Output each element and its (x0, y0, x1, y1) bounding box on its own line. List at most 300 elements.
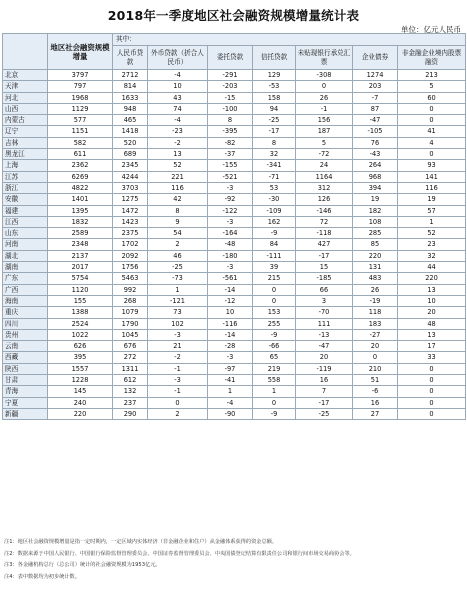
value-cell: -2 (148, 352, 208, 363)
total-value-cell: 1832 (48, 216, 113, 227)
value-cell: -203 (208, 81, 253, 92)
value-cell: 1 (148, 284, 208, 295)
value-cell: 948 (113, 103, 148, 114)
region-cell: 山西 (3, 103, 48, 114)
value-cell: -82 (208, 137, 253, 148)
total-value-cell: 4822 (48, 182, 113, 193)
value-cell: 0 (353, 352, 398, 363)
value-cell: 203 (353, 81, 398, 92)
value-cell: 268 (113, 295, 148, 306)
value-cell: -17 (253, 126, 296, 137)
table-row (3, 250, 466, 261)
value-cell: 676 (113, 341, 148, 352)
value-cell: 237 (113, 397, 148, 408)
table-row (3, 160, 466, 171)
value-cell: 3703 (113, 182, 148, 193)
value-cell: 20 (353, 341, 398, 352)
value-cell: -9 (253, 408, 296, 419)
value-cell: 131 (353, 262, 398, 273)
value-cell: -180 (208, 250, 253, 261)
value-cell: 141 (398, 171, 466, 182)
value-cell: -111 (253, 250, 296, 261)
table-row (3, 352, 466, 363)
region-cell: 广西 (3, 284, 48, 295)
region-header (3, 34, 48, 70)
total-value-cell: 220 (48, 408, 113, 419)
total-value-cell: 1228 (48, 375, 113, 386)
total-value-cell: 797 (48, 81, 113, 92)
value-cell: 213 (398, 70, 466, 81)
value-cell: -43 (353, 149, 398, 160)
value-cell: 4244 (113, 171, 148, 182)
total-value-cell: 626 (48, 341, 113, 352)
value-cell: 2345 (113, 160, 148, 171)
value-cell: -37 (208, 149, 253, 160)
value-cell: -3 (208, 352, 253, 363)
table-row (3, 408, 466, 419)
value-cell: 210 (353, 363, 398, 374)
value-cell: -47 (353, 115, 398, 126)
value-cell: 111 (296, 318, 353, 329)
unit-label: 单位：亿元人民币 (401, 25, 461, 34)
value-cell: 219 (253, 363, 296, 374)
value-cell: 10 (148, 81, 208, 92)
value-cell: 221 (148, 171, 208, 182)
value-cell: 483 (353, 273, 398, 284)
column-header: 未贴现银行承兑汇票 (296, 46, 353, 70)
value-cell: 183 (353, 318, 398, 329)
total-value-cell: 240 (48, 397, 113, 408)
value-cell: 9 (148, 216, 208, 227)
value-cell: -14 (208, 329, 253, 340)
total-value-cell: 1022 (48, 329, 113, 340)
region-cell: 黑龙江 (3, 149, 48, 160)
region-cell: 海南 (3, 295, 48, 306)
value-cell: 51 (353, 375, 398, 386)
value-cell: -119 (296, 363, 353, 374)
table-row (3, 103, 466, 114)
region-cell: 吉林 (3, 137, 48, 148)
value-cell: 108 (353, 216, 398, 227)
value-cell: 272 (113, 352, 148, 363)
value-cell: -122 (208, 205, 253, 216)
table-row (3, 375, 466, 386)
value-cell: 53 (253, 182, 296, 193)
value-cell: 65 (253, 352, 296, 363)
region-cell: 江西 (3, 216, 48, 227)
value-cell: 54 (148, 228, 208, 239)
total-value-cell: 2589 (48, 228, 113, 239)
total-value-cell: 3797 (48, 70, 113, 81)
value-cell: 2 (148, 408, 208, 419)
value-cell: -70 (296, 307, 353, 318)
value-cell: 187 (296, 126, 353, 137)
value-cell: 0 (398, 386, 466, 397)
column-header: 企业债券 (353, 46, 398, 70)
value-cell: 312 (296, 182, 353, 193)
value-cell: 19 (398, 194, 466, 205)
value-cell: 5 (296, 137, 353, 148)
value-cell: -66 (253, 341, 296, 352)
value-cell: 20 (398, 307, 466, 318)
value-cell: -341 (253, 160, 296, 171)
value-cell: -2 (148, 137, 208, 148)
value-cell: 16 (353, 397, 398, 408)
value-cell: 1423 (113, 216, 148, 227)
value-cell: 20 (296, 352, 353, 363)
value-cell: -4 (148, 70, 208, 81)
value-cell: -1 (296, 103, 353, 114)
value-cell: 1 (398, 216, 466, 227)
value-cell: 285 (353, 228, 398, 239)
value-cell: 3 (296, 295, 353, 306)
region-cell: 上海 (3, 160, 48, 171)
footnote: 注3：各金融机构总行（总公司）统计的社会融资规模为1953亿元。 (4, 562, 161, 569)
region-cell: 陕西 (3, 363, 48, 374)
value-cell: 2375 (113, 228, 148, 239)
value-cell: -27 (353, 329, 398, 340)
value-cell: 19 (353, 194, 398, 205)
value-cell: -3 (148, 329, 208, 340)
value-cell: -12 (208, 295, 253, 306)
value-cell: 1311 (113, 363, 148, 374)
region-cell: 贵州 (3, 329, 48, 340)
table-row (3, 273, 466, 284)
table-row (3, 386, 466, 397)
value-cell: 87 (353, 103, 398, 114)
region-cell: 辽宁 (3, 126, 48, 137)
value-cell: 10 (208, 307, 253, 318)
region-cell: 河南 (3, 239, 48, 250)
value-cell: 1472 (113, 205, 148, 216)
value-cell: 612 (113, 375, 148, 386)
region-cell: 青海 (3, 386, 48, 397)
region-cell: 新疆 (3, 408, 48, 419)
table-row (3, 149, 466, 160)
value-cell: 17 (398, 341, 466, 352)
region-cell: 西藏 (3, 352, 48, 363)
value-cell: 162 (253, 216, 296, 227)
value-cell: 8 (148, 205, 208, 216)
table-row (3, 318, 466, 329)
value-cell: -105 (353, 126, 398, 137)
value-cell: 689 (113, 149, 148, 160)
value-cell: 132 (113, 386, 148, 397)
value-cell: -9 (253, 329, 296, 340)
value-cell: -7 (353, 92, 398, 103)
total-value-cell: 2362 (48, 160, 113, 171)
value-cell: 32 (253, 149, 296, 160)
value-cell: -53 (253, 81, 296, 92)
value-cell: 42 (148, 194, 208, 205)
total-value-cell: 582 (48, 137, 113, 148)
value-cell: -521 (208, 171, 253, 182)
table-row (3, 397, 466, 408)
value-cell: -4 (208, 397, 253, 408)
region-cell: 江苏 (3, 171, 48, 182)
value-cell: 520 (113, 137, 148, 148)
page-title: 2018年一季度地区社会融资规模增量统计表 (107, 8, 360, 23)
value-cell: -41 (208, 375, 253, 386)
total-value-cell: 1395 (48, 205, 113, 216)
value-cell: 94 (253, 103, 296, 114)
value-cell: 5 (398, 81, 466, 92)
value-cell: 116 (148, 182, 208, 193)
value-cell: 156 (296, 115, 353, 126)
table-row (3, 182, 466, 193)
value-cell: -1 (148, 386, 208, 397)
value-cell: -3 (208, 262, 253, 273)
value-cell: 220 (398, 273, 466, 284)
value-cell: -308 (296, 70, 353, 81)
value-cell: -395 (208, 126, 253, 137)
total-value-cell: 2017 (48, 262, 113, 273)
value-cell: 558 (253, 375, 296, 386)
table-row (3, 228, 466, 239)
value-cell: -4 (148, 115, 208, 126)
table-row (3, 126, 466, 137)
total-value-cell: 2348 (48, 239, 113, 250)
total-value-cell: 1120 (48, 284, 113, 295)
value-cell: 0 (398, 375, 466, 386)
value-cell: 290 (113, 408, 148, 419)
region-cell: 河北 (3, 92, 48, 103)
total-value-cell: 155 (48, 295, 113, 306)
region-cell: 北京 (3, 70, 48, 81)
table-row (3, 239, 466, 250)
value-cell: 33 (398, 352, 466, 363)
value-cell: 66 (296, 284, 353, 295)
value-cell: -1 (148, 363, 208, 374)
value-cell: 427 (296, 239, 353, 250)
total-value-cell: 577 (48, 115, 113, 126)
total-value-cell: 1401 (48, 194, 113, 205)
total-value-cell: 1557 (48, 363, 113, 374)
region-cell: 安徽 (3, 194, 48, 205)
region-cell: 广东 (3, 273, 48, 284)
value-cell: -561 (208, 273, 253, 284)
value-cell: -14 (208, 284, 253, 295)
value-cell: -73 (148, 273, 208, 284)
value-cell: 26 (296, 92, 353, 103)
value-cell: 465 (113, 115, 148, 126)
table-row (3, 216, 466, 227)
column-header: 外币贷款（折合人民币） (148, 46, 208, 70)
value-cell: 43 (148, 92, 208, 103)
value-cell: 4 (398, 137, 466, 148)
value-cell: 264 (353, 160, 398, 171)
value-cell: -109 (253, 205, 296, 216)
total-value-cell: 145 (48, 386, 113, 397)
value-cell: 32 (398, 250, 466, 261)
value-cell: 85 (353, 239, 398, 250)
total-header: 地区社会融资规模增量 (48, 34, 113, 70)
value-cell: -25 (296, 408, 353, 419)
table-row (3, 329, 466, 340)
table-row (3, 284, 466, 295)
value-cell: 24 (296, 160, 353, 171)
value-cell: 44 (398, 262, 466, 273)
value-cell: 118 (353, 307, 398, 318)
region-cell: 天津 (3, 81, 48, 92)
value-cell: 153 (253, 307, 296, 318)
value-cell: 2 (148, 239, 208, 250)
table-row (3, 363, 466, 374)
total-value-cell: 2524 (48, 318, 113, 329)
value-cell: 0 (253, 295, 296, 306)
value-cell: -71 (253, 171, 296, 182)
value-cell: 57 (398, 205, 466, 216)
value-cell: 0 (253, 284, 296, 295)
value-cell: 158 (253, 92, 296, 103)
value-cell: 102 (148, 318, 208, 329)
value-cell: -48 (208, 239, 253, 250)
total-value-cell: 1151 (48, 126, 113, 137)
value-cell: 0 (296, 81, 353, 92)
value-cell: 0 (398, 103, 466, 114)
value-cell: -116 (208, 318, 253, 329)
column-header: 信托贷款 (253, 46, 296, 70)
value-cell: 129 (253, 70, 296, 81)
value-cell: -97 (208, 363, 253, 374)
value-cell: 1045 (113, 329, 148, 340)
value-cell: 1756 (113, 262, 148, 273)
total-value-cell: 1968 (48, 92, 113, 103)
value-cell: 116 (398, 182, 466, 193)
region-cell: 福建 (3, 205, 48, 216)
value-cell: 992 (113, 284, 148, 295)
value-cell: -28 (208, 341, 253, 352)
value-cell: -9 (253, 228, 296, 239)
value-cell: 46 (148, 250, 208, 261)
table-row (3, 262, 466, 273)
value-cell: 8 (253, 137, 296, 148)
value-cell: 52 (398, 228, 466, 239)
value-cell: 23 (398, 239, 466, 250)
value-cell: -185 (296, 273, 353, 284)
value-cell: -155 (208, 160, 253, 171)
value-cell: 73 (148, 307, 208, 318)
value-cell: 182 (353, 205, 398, 216)
value-cell: -3 (148, 375, 208, 386)
value-cell: -17 (296, 250, 353, 261)
value-cell: -3 (208, 216, 253, 227)
region-cell: 内蒙古 (3, 115, 48, 126)
value-cell: 968 (353, 171, 398, 182)
region-cell: 重庆 (3, 307, 48, 318)
value-cell: 0 (253, 397, 296, 408)
value-cell: 26 (353, 284, 398, 295)
value-cell: 27 (353, 408, 398, 419)
value-cell: -100 (208, 103, 253, 114)
value-cell: 93 (398, 160, 466, 171)
value-cell: 16 (296, 375, 353, 386)
value-cell: -118 (296, 228, 353, 239)
value-cell: 8 (208, 115, 253, 126)
value-cell: 52 (148, 160, 208, 171)
value-cell: 0 (398, 149, 466, 160)
value-cell: -47 (296, 341, 353, 352)
table-row (3, 70, 466, 81)
value-cell: 76 (353, 137, 398, 148)
value-cell: -23 (148, 126, 208, 137)
value-cell: -146 (296, 205, 353, 216)
total-value-cell: 1129 (48, 103, 113, 114)
value-cell: 1702 (113, 239, 148, 250)
value-cell: -291 (208, 70, 253, 81)
value-cell: 1079 (113, 307, 148, 318)
value-cell: -25 (148, 262, 208, 273)
value-cell: -3 (208, 182, 253, 193)
value-cell: 15 (296, 262, 353, 273)
value-cell: 0 (398, 115, 466, 126)
value-cell: 74 (148, 103, 208, 114)
table-row (3, 295, 466, 306)
total-value-cell: 5754 (48, 273, 113, 284)
value-cell: 21 (148, 341, 208, 352)
value-cell: 7 (296, 386, 353, 397)
value-cell: -164 (208, 228, 253, 239)
table-row (3, 341, 466, 352)
value-cell: 1418 (113, 126, 148, 137)
value-cell: -19 (353, 295, 398, 306)
value-cell: 5463 (113, 273, 148, 284)
value-cell: 72 (296, 216, 353, 227)
value-cell: -121 (148, 295, 208, 306)
value-cell: 394 (353, 182, 398, 193)
value-cell: 0 (398, 397, 466, 408)
value-cell: 13 (398, 284, 466, 295)
total-value-cell: 6269 (48, 171, 113, 182)
value-cell: 13 (148, 149, 208, 160)
region-cell: 云南 (3, 341, 48, 352)
value-cell: 1274 (353, 70, 398, 81)
table-row (3, 205, 466, 216)
value-cell: -72 (296, 149, 353, 160)
footnote: 注2：数据来源于中国人民银行、中国银行保险监督管理委员会、中国证券监督管理委员会、中央国债登记结算有限责任公司和银行间市场交易商协会等。 (4, 550, 355, 557)
value-cell: -90 (208, 408, 253, 419)
footnotes (4, 537, 464, 583)
table-row (3, 194, 466, 205)
value-cell: 255 (253, 318, 296, 329)
footnote: 注4：表中数据均为初步统计数。 (4, 573, 80, 580)
table-row (3, 171, 466, 182)
value-cell: -6 (353, 386, 398, 397)
value-cell: -15 (208, 92, 253, 103)
column-header: 非金融企业境内股票融资 (398, 46, 466, 70)
value-cell: 41 (398, 126, 466, 137)
value-cell: 48 (398, 318, 466, 329)
value-cell: 1275 (113, 194, 148, 205)
value-cell: 0 (398, 408, 466, 419)
value-cell: -17 (296, 397, 353, 408)
value-cell: 1633 (113, 92, 148, 103)
table-row (3, 307, 466, 318)
region-cell: 浙江 (3, 182, 48, 193)
region-cell: 湖北 (3, 250, 48, 261)
value-cell: 215 (253, 273, 296, 284)
column-header: 人民币贷款 (113, 46, 148, 70)
footnote: 注1：地区社会融资规模增量是指一定时期内，一定区域内实体经济（非金融企业和住户）从金融体系获得的资金总额。 (4, 539, 278, 545)
total-value-cell: 611 (48, 149, 113, 160)
region-cell: 四川 (3, 318, 48, 329)
value-cell: 2712 (113, 70, 148, 81)
region-cell: 湖南 (3, 262, 48, 273)
value-cell: 84 (253, 239, 296, 250)
value-cell: 1 (208, 386, 253, 397)
value-cell: 220 (353, 250, 398, 261)
statistics-table (2, 33, 466, 420)
